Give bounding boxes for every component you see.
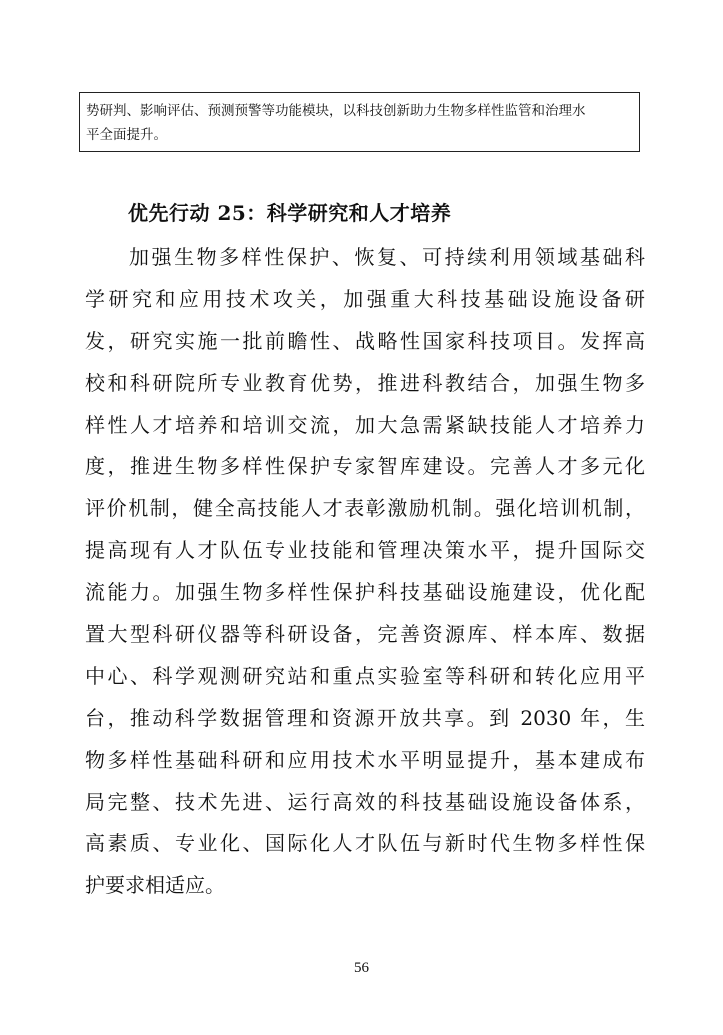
- paragraph-line: 护要求相适应。: [85, 873, 225, 898]
- paragraph-line: 提高现有人才队伍专业技能和管理决策水平，提升国际交: [85, 538, 645, 563]
- paragraph-line: 学研究和应用技术攻关，加强重大科技基础设施设备研: [85, 286, 645, 311]
- paragraph-line: 置大型科研仪器等科研设备，完善资源库、样本库、数据: [85, 622, 645, 647]
- paragraph-line: 流能力。加强生物多样性保护科技基础设施建设，优化配: [85, 580, 645, 605]
- section-heading: 优先行动 25：科学研究和人才培养: [128, 201, 452, 225]
- paragraph-line: 评价机制，健全高技能人才表彰激励机制。强化培训机制，: [85, 496, 645, 521]
- paragraph-line: 校和科研院所专业教育优势，推进科教结合，加强生物多: [85, 370, 645, 395]
- box-line-1: 势研判、影响评估、预测预警等功能模块，以科技创新助力生物多样性监管和治理水: [86, 103, 586, 119]
- box-line-2: 平全面提升。: [86, 127, 167, 143]
- paragraph-line: 局完整、技术先进、运行高效的科技基础设施设备体系，: [85, 789, 645, 814]
- paragraph-line: 台，推动科学数据管理和资源开放共享。到 2030 年，生: [85, 705, 645, 730]
- paragraph-line: 物多样性基础科研和应用技术水平明显提升，基本建成布: [85, 747, 645, 772]
- body-paragraph: [85, 237, 645, 907]
- paragraph-line: 高素质、专业化、国际化人才队伍与新时代生物多样性保: [85, 831, 645, 856]
- paragraph-line: 加强生物多样性保护、恢复、可持续利用领域基础科: [129, 245, 645, 269]
- paragraph-line: 样性人才培养和培训交流，加大急需紧缺技能人才培养力: [85, 412, 645, 437]
- paragraph-line: 度，推进生物多样性保护专家智库建设。完善人才多元化: [85, 454, 645, 479]
- paragraph-line: 发，研究实施一批前瞻性、战略性国家科技项目。发挥高: [85, 328, 645, 353]
- continued-text-box: [79, 92, 640, 152]
- page-number: 56: [354, 960, 369, 976]
- paragraph-line: 中心、科学观测研究站和重点实验室等科研和转化应用平: [85, 663, 645, 688]
